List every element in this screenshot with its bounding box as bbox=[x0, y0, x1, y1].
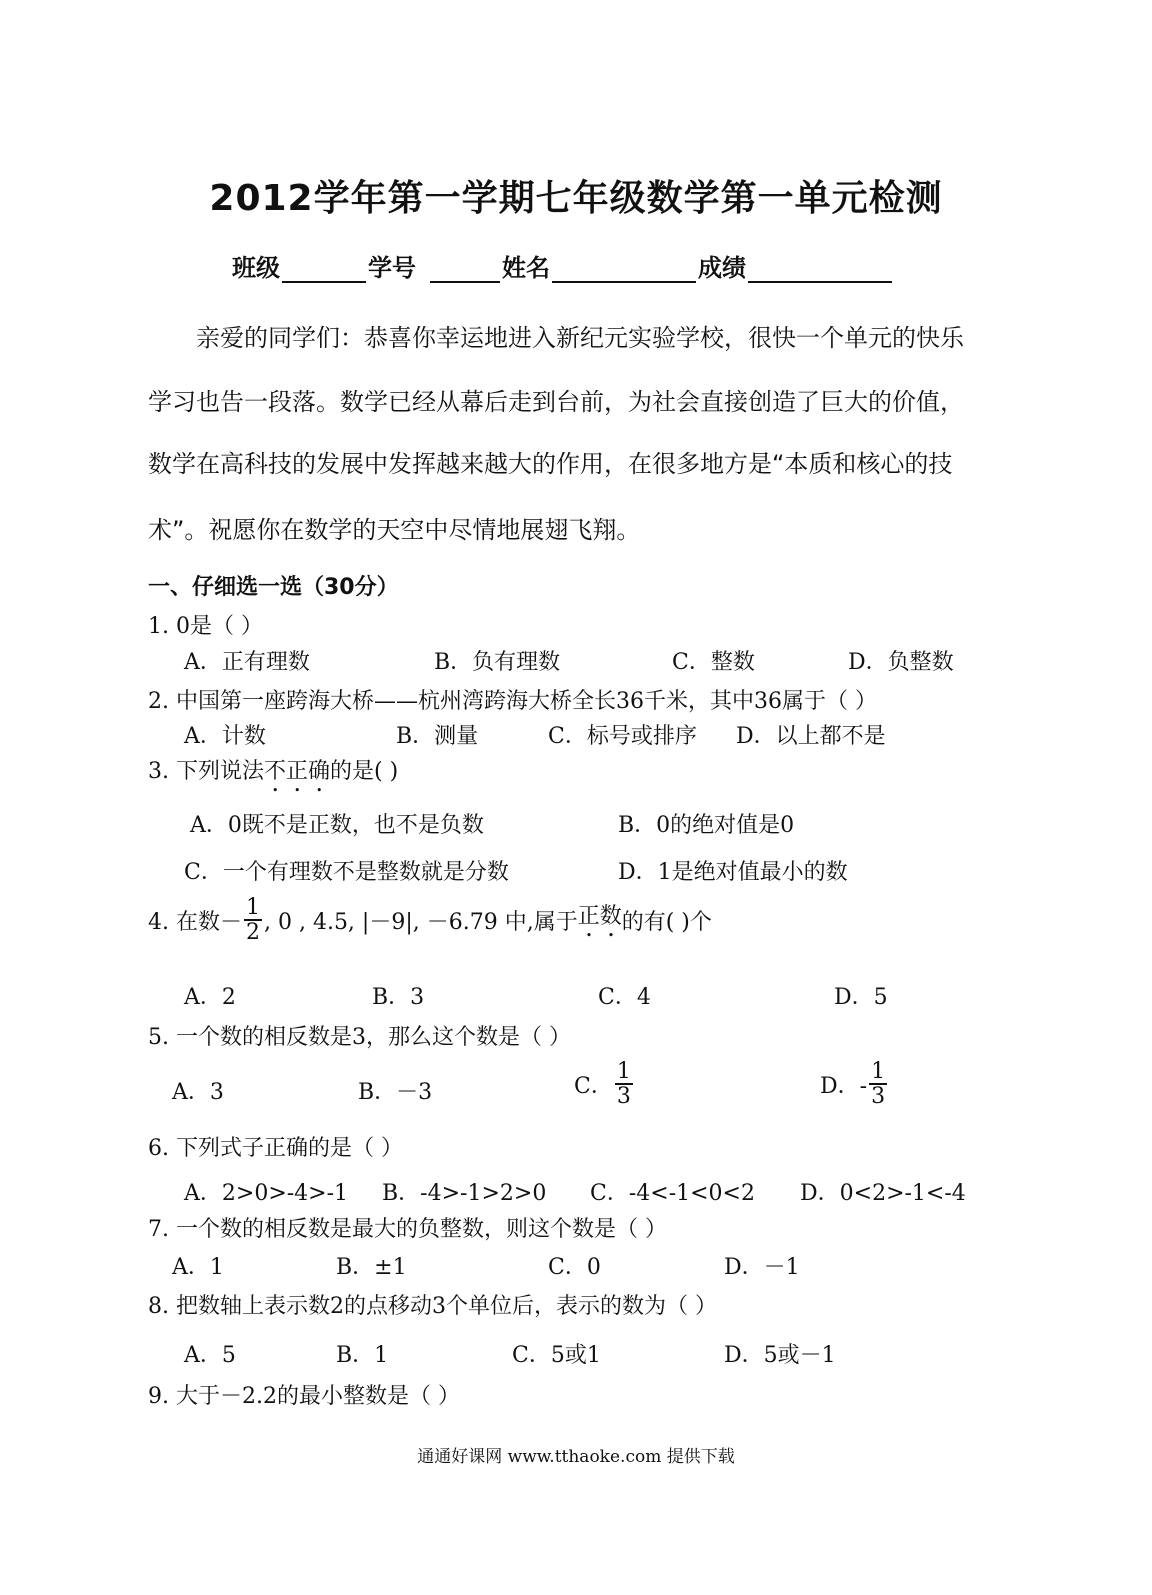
q4-stem-post: 的有( )个 bbox=[621, 909, 712, 935]
q5-option-d bbox=[820, 1060, 889, 1108]
question-8: 8. 把数轴上表示数2的点移动3个单位后，表示的数为（ ） bbox=[148, 1294, 717, 1319]
q3-stem-emphasis: 不正确 bbox=[263, 759, 330, 784]
q5-option-d-fraction bbox=[869, 1060, 887, 1108]
question-1: 1. 0是（ ） bbox=[148, 614, 263, 639]
section-heading: 一、仔细选一选（30分） bbox=[148, 575, 399, 600]
q4-fraction-denominator: 2 bbox=[245, 920, 260, 946]
q2-option-b: B．测量 bbox=[396, 724, 479, 749]
q4-option-a: A．2 bbox=[184, 985, 236, 1010]
number-label: 学号 bbox=[368, 254, 416, 282]
q8-option-c: C．5或1 bbox=[512, 1343, 601, 1368]
page-title: 2012学年第一学期七年级数学第一单元检测 bbox=[209, 178, 943, 219]
q4-fraction-numerator: 1 bbox=[245, 895, 260, 920]
q1-option-d: D．负整数 bbox=[848, 650, 954, 675]
q3-option-b: B．0的绝对值是0 bbox=[618, 813, 795, 838]
q2-option-c: C．标号或排序 bbox=[548, 724, 697, 749]
intro-line-2: 学习也告一段落。数学已经从幕后走到台前，为社会直接创造了巨大的价值， bbox=[148, 388, 964, 416]
q8-option-a: A．5 bbox=[184, 1343, 236, 1368]
question-5: 5. 一个数的相反数是3，那么这个数是（ ） bbox=[148, 1025, 571, 1050]
q2-option-a: A．计数 bbox=[184, 724, 266, 749]
question-4 bbox=[148, 896, 712, 944]
q6-option-c: C．-4<-1<0<2 bbox=[590, 1181, 755, 1206]
intro-line-3: 数学在高科技的发展中发挥越来越大的作用，在很多地方是“本质和核心的技 bbox=[148, 450, 953, 478]
number-blank bbox=[430, 255, 500, 283]
q4-stem-emphasis: 正数 bbox=[577, 903, 622, 929]
q6-option-d: D．0<2>-1<-4 bbox=[800, 1181, 966, 1206]
question-7: 7. 一个数的相反数是最大的负整数，则这个数是（ ） bbox=[148, 1217, 667, 1242]
q3-option-d: D．1是绝对值最小的数 bbox=[618, 860, 848, 885]
q1-option-b: B．负有理数 bbox=[434, 650, 561, 675]
q7-option-c: C．0 bbox=[548, 1255, 601, 1280]
class-label: 班级 bbox=[232, 254, 280, 282]
q5-option-b: B．－3 bbox=[358, 1080, 433, 1105]
q5-d-denominator: 3 bbox=[871, 1084, 886, 1110]
q8-option-b: B．1 bbox=[336, 1343, 389, 1368]
q4-fraction bbox=[244, 896, 262, 944]
q5-c-numerator: 1 bbox=[616, 1059, 631, 1084]
q4-option-c: C．4 bbox=[598, 985, 651, 1010]
q3-stem-post: 的是( ) bbox=[330, 759, 399, 784]
q5-option-c-fraction bbox=[615, 1060, 633, 1108]
score-blank bbox=[748, 255, 892, 283]
q3-option-a: A．0既不是正数，也不是负数 bbox=[190, 813, 484, 838]
q8-option-d: D．5或－1 bbox=[724, 1343, 836, 1368]
q6-option-b: B．-4>-1>2>0 bbox=[382, 1181, 547, 1206]
q3-stem-pre: 3. 下列说法 bbox=[148, 759, 264, 784]
q5-option-a: A．3 bbox=[172, 1080, 224, 1105]
q3-option-c: C．一个有理数不是整数就是分数 bbox=[184, 860, 509, 885]
q6-option-a: A．2>0>-4>-1 bbox=[184, 1181, 349, 1206]
q2-option-d: D．以上都不是 bbox=[736, 724, 886, 749]
class-blank bbox=[282, 255, 366, 283]
student-info-row bbox=[232, 248, 894, 283]
q7-option-a: A．1 bbox=[172, 1255, 224, 1280]
question-9: 9. 大于－2.2的最小整数是（ ） bbox=[148, 1384, 460, 1409]
q4-option-b: B．3 bbox=[372, 985, 425, 1010]
name-blank bbox=[552, 255, 696, 283]
question-2: 2. 中国第一座跨海大桥——杭州湾跨海大桥全长36千米，其中36属于（ ） bbox=[148, 689, 877, 714]
q4-stem-mid: , 0 , 4.5, |－9|, －6.79 中,属于 bbox=[263, 909, 578, 935]
q1-option-a: A．正有理数 bbox=[184, 650, 310, 675]
footer-source: 通通好课网 www.tthaoke.com 提供下载 bbox=[417, 1447, 735, 1467]
q7-option-d: D．－1 bbox=[724, 1255, 800, 1280]
q4-stem-pre: 4. 在数－ bbox=[148, 909, 242, 935]
question-3 bbox=[148, 754, 398, 797]
score-label: 成绩 bbox=[698, 254, 746, 282]
q1-option-c: C．整数 bbox=[672, 650, 755, 675]
q4-option-d: D．5 bbox=[834, 985, 888, 1010]
intro-line-4: 术”。祝愿你在数学的天空中尽情地展翅飞翔。 bbox=[148, 516, 641, 544]
q5-d-numerator: 1 bbox=[871, 1059, 886, 1084]
q5-c-denominator: 3 bbox=[616, 1084, 631, 1110]
q7-option-b: B．±1 bbox=[336, 1255, 407, 1280]
question-6: 6. 下列式子正确的是（ ） bbox=[148, 1136, 403, 1161]
intro-line-1: 亲爱的同学们：恭喜你幸运地进入新纪元实验学校，很快一个单元的快乐 bbox=[196, 324, 964, 352]
q5-option-c bbox=[574, 1060, 635, 1108]
q5-option-c-label: C． bbox=[574, 1073, 613, 1099]
q5-option-d-label: D．- bbox=[820, 1073, 868, 1099]
name-label: 姓名 bbox=[502, 254, 550, 282]
